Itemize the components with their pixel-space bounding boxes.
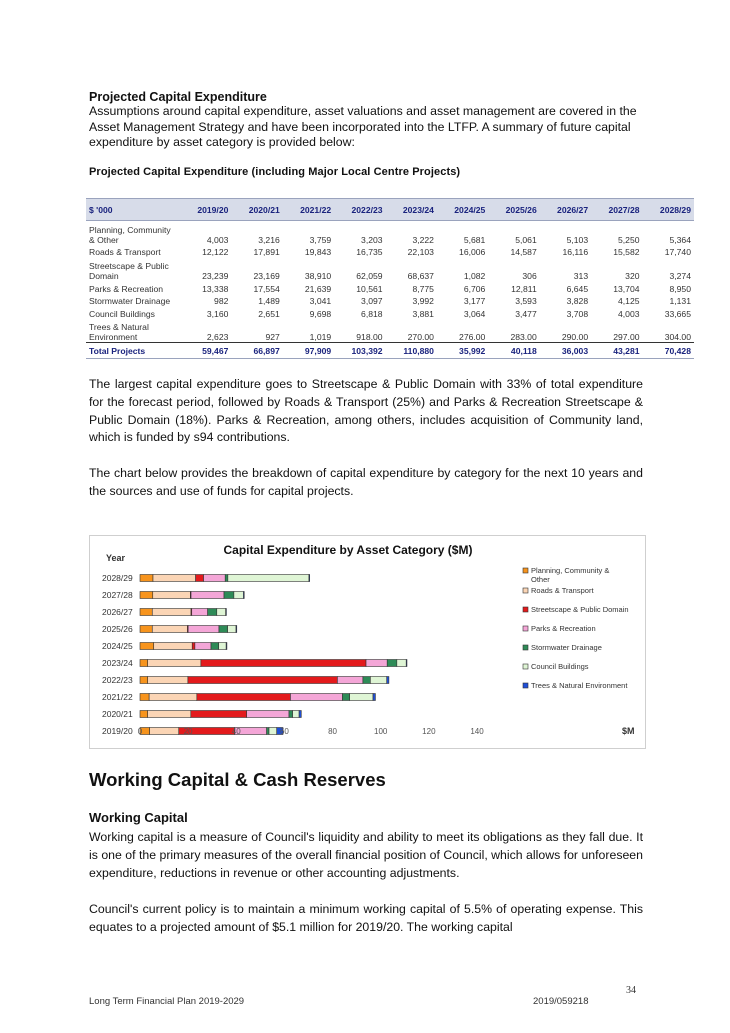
table-cell: 17,554 xyxy=(253,283,280,294)
table-cell: 3,064 xyxy=(463,308,486,319)
table-cell: 1,131 xyxy=(669,296,691,306)
category-label: 2023/24 xyxy=(102,658,133,668)
table-cell: 270.00 xyxy=(407,332,434,342)
header-cell: 2021/22 xyxy=(283,199,334,221)
table-cell: 23,239 xyxy=(202,271,229,281)
table-cell: 5,250 xyxy=(618,234,640,245)
legend-swatch xyxy=(523,683,528,688)
capex-chart-svg xyxy=(90,536,647,750)
bar-segment xyxy=(290,694,342,701)
bar-segment xyxy=(152,626,187,633)
table-cell: 35,992 xyxy=(437,343,488,359)
table-cell: 3,593 xyxy=(515,296,537,306)
bar-segment xyxy=(226,609,227,616)
category-label: 2024/25 xyxy=(102,641,133,651)
table-cell: 982 xyxy=(214,296,229,306)
category-label: 2027/28 xyxy=(102,590,133,600)
table-cell: 1,489 xyxy=(258,296,280,306)
legend-label: Other xyxy=(531,575,550,584)
x-tick-label: 140 xyxy=(470,727,484,736)
y-axis-label: Year xyxy=(106,553,126,563)
table-cell: 40,118 xyxy=(488,343,539,359)
bar-segment xyxy=(148,711,191,718)
bar-segment xyxy=(370,677,386,684)
bar-segment xyxy=(191,711,247,718)
bar-segment xyxy=(188,626,219,633)
category-label: 2021/22 xyxy=(102,692,133,702)
bar-segment xyxy=(197,694,291,701)
table-cell: 3,160 xyxy=(206,308,229,319)
header-cell: 2025/26 xyxy=(488,199,539,221)
table-cell: 5,681 xyxy=(463,234,486,245)
category-label: 2028/29 xyxy=(102,573,133,583)
x-tick-label: 120 xyxy=(422,727,436,736)
x-tick-label: 100 xyxy=(374,727,388,736)
bar-segment xyxy=(140,643,154,650)
bar-segment xyxy=(228,575,309,582)
bar-segment xyxy=(154,643,193,650)
category-label: 2019/20 xyxy=(102,726,133,736)
table-cell: 3,992 xyxy=(412,296,434,306)
bar-segment xyxy=(224,592,234,599)
table-cell: 3,759 xyxy=(309,234,332,245)
table-cell: 313 xyxy=(573,271,589,281)
row-label: Planning, Community & Other xyxy=(89,224,171,245)
table-cell: 62,059 xyxy=(356,271,383,281)
legend-label: Roads & Transport xyxy=(531,586,594,595)
table-title: Projected Capital Expenditure (including Major Local Centre Projects) xyxy=(89,166,461,178)
table-cell: 16,116 xyxy=(562,247,589,257)
table-cell: 927 xyxy=(265,332,280,342)
table-cell: 3,203 xyxy=(361,234,383,245)
bar-segment xyxy=(387,677,389,684)
table-cell: 2,651 xyxy=(258,308,280,319)
table-cell: 16,735 xyxy=(356,247,383,257)
bar-segment xyxy=(153,575,196,582)
legend-swatch xyxy=(523,568,528,573)
header-cell: 2019/20 xyxy=(180,199,231,221)
bar-segment xyxy=(293,711,299,718)
row-label: Trees & Natural Environment xyxy=(89,322,149,342)
table-cell: 15,582 xyxy=(613,247,640,257)
category-label: 2020/21 xyxy=(102,709,133,719)
header-cell: 2023/24 xyxy=(386,199,437,221)
bar-segment xyxy=(196,575,204,582)
bar-segment xyxy=(363,677,370,684)
table-row xyxy=(86,294,694,307)
table-cell: 3,477 xyxy=(515,308,537,319)
table-cell: 297.00 xyxy=(613,332,640,342)
table-cell: 276.00 xyxy=(459,332,486,342)
footer-doc-id: 2019/059218 xyxy=(533,996,589,1007)
bar-segment xyxy=(140,609,152,616)
table-cell: 290.00 xyxy=(561,332,589,342)
row-label: Council Buildings xyxy=(89,308,155,319)
table-cell: 283.00 xyxy=(510,332,537,342)
bar-segment xyxy=(191,592,224,599)
table-cell: 10,561 xyxy=(356,283,383,294)
table-cell: 70,428 xyxy=(643,343,694,359)
bar-segment xyxy=(140,626,152,633)
bar-segment xyxy=(153,592,191,599)
table-cell: 3,708 xyxy=(566,308,589,319)
table-cell: 12,811 xyxy=(511,283,537,294)
bar-segment xyxy=(406,660,407,667)
bar-segment xyxy=(192,643,195,650)
legend-swatch xyxy=(523,645,528,650)
section-heading: Projected Capital Expenditure xyxy=(89,90,267,104)
table-cell: 43,281 xyxy=(591,343,642,359)
table-cell: 14,587 xyxy=(510,247,537,257)
legend-label: Trees & Natural Environment xyxy=(531,681,628,690)
header-cell: 2026/27 xyxy=(540,199,591,221)
row-label: Streetscape & Public Domain xyxy=(89,261,169,281)
bar-segment xyxy=(387,660,397,667)
bar-segment xyxy=(211,643,219,650)
table-cell: 3,097 xyxy=(361,296,383,306)
table-cell: 6,645 xyxy=(566,283,589,294)
table-cell: 21,639 xyxy=(304,283,332,294)
bar-segment xyxy=(140,660,148,667)
row-label: Parks & Recreation xyxy=(89,283,164,294)
table-cell: 16,006 xyxy=(459,247,486,257)
bar-segment xyxy=(148,677,188,684)
bar-segment xyxy=(269,728,277,735)
working-capital-heading: Working Capital & Cash Reserves xyxy=(89,769,386,790)
bar-segment xyxy=(140,694,149,701)
table-cell: 17,891 xyxy=(253,247,280,257)
table-cell: 38,910 xyxy=(304,271,332,281)
table-cell: 2,623 xyxy=(206,332,229,342)
bar-segment xyxy=(140,711,148,718)
paragraph-policy: Council's current policy is to maintain a minimum working capital of 5.5% of operating expense. This equates to a projected amount of $5.1 million for 2019/20. The working capital xyxy=(89,902,643,934)
legend-label: Stormwater Drainage xyxy=(531,643,602,652)
table-row xyxy=(86,245,694,258)
table-cell: 110,880 xyxy=(386,343,437,359)
bar-segment xyxy=(140,575,153,582)
capex-chart xyxy=(89,535,646,749)
table-cell: 6,706 xyxy=(463,283,486,294)
table-cell: 36,003 xyxy=(540,343,591,359)
bar-segment xyxy=(373,694,375,701)
bar-segment xyxy=(219,626,228,633)
legend-label: Council Buildings xyxy=(531,662,589,671)
row-label: Roads & Transport xyxy=(89,247,161,257)
capital-expenditure-table xyxy=(86,198,694,359)
bar-segment xyxy=(366,660,387,667)
table-cell: 6,818 xyxy=(361,308,383,319)
table-cell: 103,392 xyxy=(334,343,385,359)
table-cell: 59,467 xyxy=(180,343,231,359)
category-label: 2025/26 xyxy=(102,624,133,634)
bar-segment xyxy=(217,609,226,616)
bar-segment xyxy=(299,711,301,718)
header-cell: 2027/28 xyxy=(591,199,642,221)
bar-segment xyxy=(350,694,373,701)
table-cell: 3,828 xyxy=(566,296,589,306)
bar-segment xyxy=(226,643,227,650)
bar-segment xyxy=(247,711,289,718)
bar-segment xyxy=(140,677,148,684)
table-cell: 304.00 xyxy=(664,332,691,342)
table-row xyxy=(86,319,694,343)
legend-label: Streetscape & Public Domain xyxy=(531,605,629,614)
table-cell: 22,103 xyxy=(407,247,434,257)
paragraph-working-capital: Working capital is a measure of Council's liquidity and ability to meet its obligations as they fall due. It is one of the primary measures of the overall financial position of Council, which allows for unforeseen expenditure, reductions in revenue or other accounting adjustments. xyxy=(89,830,643,880)
table-cell: 3,177 xyxy=(463,296,486,306)
x-tick-label: 40 xyxy=(231,727,241,736)
bar-segment xyxy=(236,626,237,633)
table-cell: 320 xyxy=(625,271,640,281)
table-cell: 5,103 xyxy=(566,234,589,245)
table-header-row xyxy=(86,199,694,221)
legend-swatch xyxy=(523,588,528,593)
table-cell: 23,169 xyxy=(253,271,280,281)
header-cell: 2022/23 xyxy=(334,199,385,221)
x-tick-label: 60 xyxy=(279,727,289,736)
table-cell: 4,125 xyxy=(618,296,640,306)
table-cell: 5,364 xyxy=(669,234,691,245)
bar-segment xyxy=(140,592,153,599)
bar-segment xyxy=(148,660,201,667)
bar-segment xyxy=(309,575,310,582)
bar-segment xyxy=(244,592,245,599)
table-cell: 3,222 xyxy=(412,234,434,245)
bar-segment xyxy=(234,592,244,599)
table-cell: 66,897 xyxy=(231,343,282,359)
table-cell: 12,122 xyxy=(202,247,229,257)
header-cell: 2028/29 xyxy=(643,199,694,221)
table-cell: 1,082 xyxy=(463,271,486,281)
table-cell: 33,665 xyxy=(664,308,691,319)
intro-paragraph: Assumptions around capital expenditure, asset valuations and asset management are covered in the Asset Management Strategy and have been incorporated into the LTFP. A summary of future capital expenditure by asset category is provided below: xyxy=(89,104,637,149)
row-label: Stormwater Drainage xyxy=(89,296,171,306)
header-cell: 2024/25 xyxy=(437,199,488,221)
table-cell: 13,704 xyxy=(613,283,640,294)
bar-segment xyxy=(219,643,226,650)
bar-segment xyxy=(188,677,337,684)
table-row xyxy=(86,281,694,294)
bar-segment xyxy=(342,694,349,701)
table-cell: 3,274 xyxy=(669,271,691,281)
bar-segment xyxy=(397,660,406,667)
table-cell: 5,061 xyxy=(515,234,537,245)
x-axis-label: $M xyxy=(622,726,635,736)
table-cell: 3,041 xyxy=(309,296,332,306)
table-cell: 8,775 xyxy=(412,283,434,294)
bar-segment xyxy=(289,711,293,718)
legend-swatch xyxy=(523,607,528,612)
bar-segment xyxy=(201,660,366,667)
table-cell: 918.00 xyxy=(356,332,383,342)
paragraph-chart-intro: The chart below provides the breakdown of capital expenditure by category for the next 10 years and the sources and use of funds for capital projects. xyxy=(89,466,643,498)
bar-segment xyxy=(225,575,228,582)
page-number: 34 xyxy=(626,985,636,996)
bar-segment xyxy=(208,609,217,616)
header-cell: $ '000 xyxy=(86,199,180,221)
x-tick-label: 20 xyxy=(183,727,193,736)
table-cell: 3,216 xyxy=(258,234,280,245)
bar-segment xyxy=(267,728,269,735)
category-label: 2026/27 xyxy=(102,607,133,617)
table-row xyxy=(86,221,694,245)
table-cell: 9,698 xyxy=(309,308,332,319)
legend-swatch xyxy=(523,664,528,669)
bar-segment xyxy=(337,677,363,684)
legend-label: Parks & Recreation xyxy=(531,624,596,633)
row-label: Total Projects xyxy=(86,343,180,359)
table-cell: 17,740 xyxy=(664,247,691,257)
table-cell: 1,019 xyxy=(309,332,332,342)
table-cell: 8,950 xyxy=(669,283,691,294)
working-capital-subheading: Working Capital xyxy=(89,810,188,825)
bar-segment xyxy=(152,609,191,616)
table-cell: 13,338 xyxy=(202,283,229,294)
bar-segment xyxy=(150,728,179,735)
legend-swatch xyxy=(523,626,528,631)
paragraph-largest-expenditure: The largest capital expenditure goes to Streetscape & Public Domain with 33% of total expenditure for the forecast period, followed by Roads & Transport (25%) and Parks & Recreation Streetscape & Public Domain (18%). Parks & Recreation, among others, includes acquisition of Community land, which is funded by s94 contributions. xyxy=(89,377,643,445)
table-cell: 4,003 xyxy=(206,234,229,245)
table-cell: 19,843 xyxy=(304,247,332,257)
x-tick-label: 80 xyxy=(328,727,338,736)
x-tick-label: 0 xyxy=(137,727,143,736)
table-cell: 4,003 xyxy=(618,308,640,319)
table-total-row xyxy=(86,343,694,359)
footer-title: Long Term Financial Plan 2019-2029 xyxy=(89,996,245,1007)
bar-segment xyxy=(192,609,208,616)
table-row xyxy=(86,257,694,281)
table-row xyxy=(86,306,694,319)
table-cell: 306 xyxy=(522,271,537,281)
chart-title: Capital Expenditure by Asset Category ($M) xyxy=(223,543,473,557)
category-label: 2022/23 xyxy=(102,675,133,685)
header-cell: 2020/21 xyxy=(231,199,282,221)
table-cell: 68,637 xyxy=(407,271,434,281)
legend-label: Planning, Community & xyxy=(531,566,610,575)
bar-segment xyxy=(195,643,211,650)
table-cell: 97,909 xyxy=(283,343,334,359)
bar-segment xyxy=(204,575,226,582)
bar-segment xyxy=(149,694,197,701)
table-cell: 3,881 xyxy=(412,308,434,319)
bar-segment xyxy=(228,626,236,633)
